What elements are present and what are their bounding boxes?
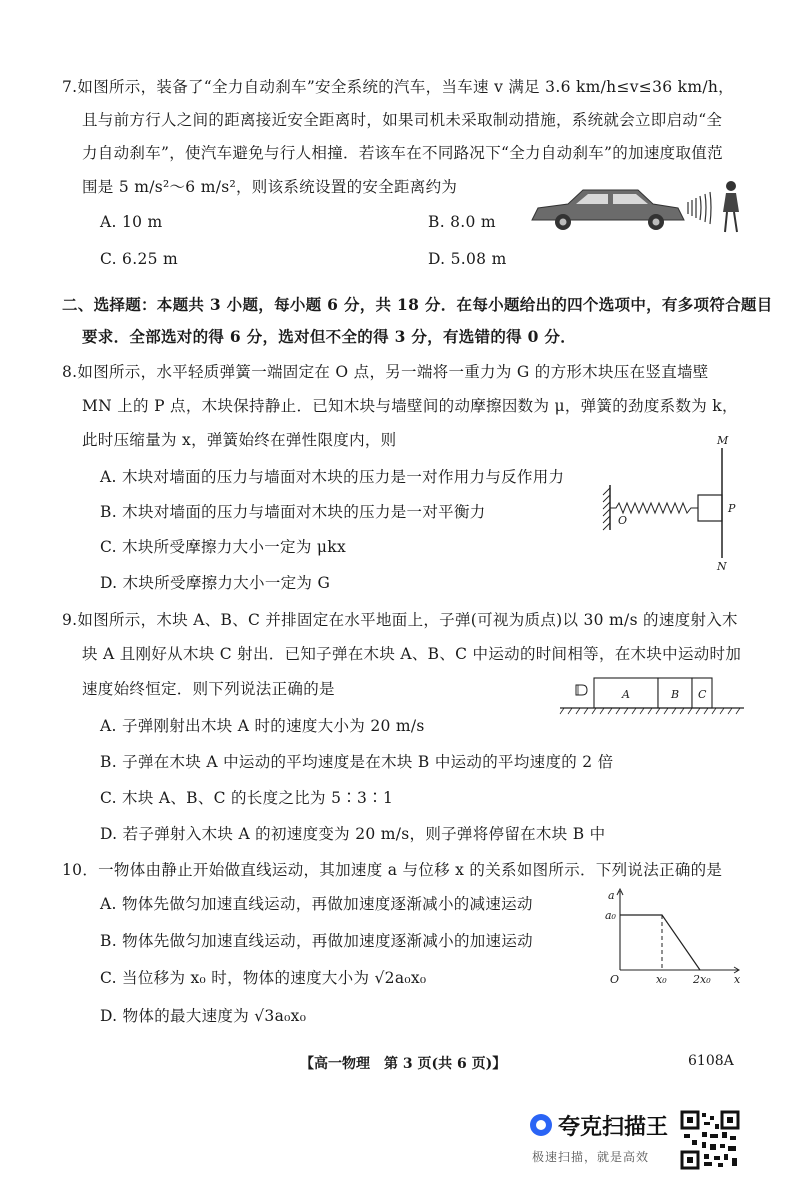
- page-footer: 【高一物理 第 3 页(共 6 页)】: [300, 1056, 507, 1072]
- q7-line3: 力自动刹车”，使汽车避免与行人相撞．若该车在不同路况下“全力自动刹车”的加速度取值范: [82, 144, 723, 162]
- q9-option-c: C. 木块 A、B、C 的长度之比为 5∶3∶1: [100, 789, 394, 807]
- q10-option-c: C. 当位移为 x₀ 时，物体的速度大小为 √2a₀x₀: [100, 969, 427, 987]
- q7-option-a: A. 10 m: [100, 213, 163, 231]
- q9-option-b: B. 子弹在木块 A 中运动的平均速度是在木块 B 中运动的平均速度的 2 倍: [100, 753, 614, 771]
- wall-label-m: M: [717, 434, 729, 447]
- q9-line3: 速度始终恒定．则下列说法正确的是: [82, 680, 335, 698]
- q8-option-a: A. 木块对墙面的压力与墙面对木块的压力是一对作用力与反作用力: [100, 468, 565, 486]
- q8-option-b: B. 木块对墙面的压力与墙面对木块的压力是一对平衡力: [100, 503, 486, 521]
- q10-line1: 10．一物体由静止开始做直线运动，其加速度 a 与位移 x 的关系如图所示．下列说法正确的是: [62, 861, 723, 879]
- q10-option-d: D. 物体的最大速度为 √3a₀x₀: [100, 1007, 307, 1025]
- origin-label: O: [610, 973, 620, 986]
- bullet-icon: [576, 685, 587, 695]
- point-label-o: O: [618, 514, 628, 527]
- q9-option-d: D. 若子弹射入木块 A 的初速度变为 20 m/s，则子弹将停留在木块 B 中: [100, 825, 606, 843]
- block-label-c: C: [698, 688, 707, 701]
- q8-option-c: C. 木块所受摩擦力大小一定为 μkx: [100, 538, 346, 556]
- q9-line2: 块 A 且刚好从木块 C 射出．已知子弹在木块 A、B、C 中运动的时间相等，在木块中运动时加: [82, 645, 742, 663]
- qr-code-icon: [680, 1110, 740, 1170]
- tick-label-x0: x₀: [656, 973, 667, 986]
- q8-option-d: D. 木块所受摩擦力大小一定为 G: [100, 574, 331, 592]
- q9-option-a: A. 子弹刚射出木块 A 时的速度大小为 20 m/s: [100, 717, 425, 735]
- q9-figure: [558, 676, 748, 721]
- q7-option-b: B. 8.0 m: [428, 213, 496, 231]
- q7-line1: 7.如图所示，装备了“全力自动刹车”安全系统的汽车，当车速 v 满足 3.6 km/h≤v≤36 km/h，: [62, 78, 734, 96]
- q8-figure: [600, 430, 750, 575]
- paper-code: 6108A: [688, 1053, 734, 1069]
- q7-option-c: C. 6.25 m: [100, 250, 178, 268]
- signal-waves-icon: [688, 192, 711, 224]
- q7-line2: 且与前方行人之间的距离接近安全距离时，如果司机未采取制动措施，系统就会立即启动“全: [82, 111, 723, 129]
- block-label-a: A: [622, 688, 630, 701]
- axis-label-a: a: [608, 889, 615, 902]
- tick-label-a0: a₀: [605, 909, 616, 922]
- q10-figure: [600, 885, 745, 985]
- q10-option-a: A. 物体先做匀加速直线运动，再做加速度逐渐减小的减速运动: [100, 895, 533, 913]
- scanner-brand-name: 夸克扫描王: [558, 1115, 669, 1140]
- block-label-b: B: [671, 688, 680, 701]
- scanner-brand: [530, 1110, 680, 1170]
- q8-line2: MN 上的 P 点，木块保持静止．已知木块与墙壁间的动摩擦因数为 μ，弹簧的劲度系数为 k，: [82, 397, 738, 415]
- q9-line1: 9.如图所示，木块 A、B、C 并排固定在水平地面上，子弹(可视为质点)以 30 m/s 的速度射入木: [62, 611, 738, 629]
- scanner-slogan: 极速扫描，就是高效: [532, 1150, 650, 1164]
- q7-line4: 围是 5 m/s²～6 m/s²，则该系统设置的安全距离约为: [82, 178, 458, 196]
- point-label-p: P: [728, 502, 736, 515]
- pedestrian-icon: [723, 181, 739, 232]
- q7-option-d: D. 5.08 m: [428, 250, 507, 268]
- q8-line1: 8.如图所示，水平轻质弹簧一端固定在 O 点，另一端将一重力为 G 的方形木块压在竖直墙壁: [62, 363, 709, 381]
- section2-line1: 二、选择题：本题共 3 小题，每小题 6 分，共 18 分．在每小题给出的四个选项中，有多项符合题目: [62, 295, 773, 314]
- q8-line3: 此时压缩量为 x，弹簧始终在弹性限度内，则: [82, 431, 397, 449]
- tick-label-2x0: 2x₀: [693, 973, 711, 986]
- q10-option-b: B. 物体先做匀加速直线运动，再做加速度逐渐减小的加速运动: [100, 932, 533, 950]
- section2-line2: 要求．全部选对的得 6 分，选对但不全的得 3 分，有选错的得 0 分．: [82, 327, 577, 346]
- scanner-logo-icon: [530, 1114, 552, 1136]
- axis-label-x: x: [734, 973, 741, 986]
- car-icon: [532, 190, 684, 230]
- wall-label-n: N: [717, 560, 727, 573]
- q7-figure: [528, 180, 748, 245]
